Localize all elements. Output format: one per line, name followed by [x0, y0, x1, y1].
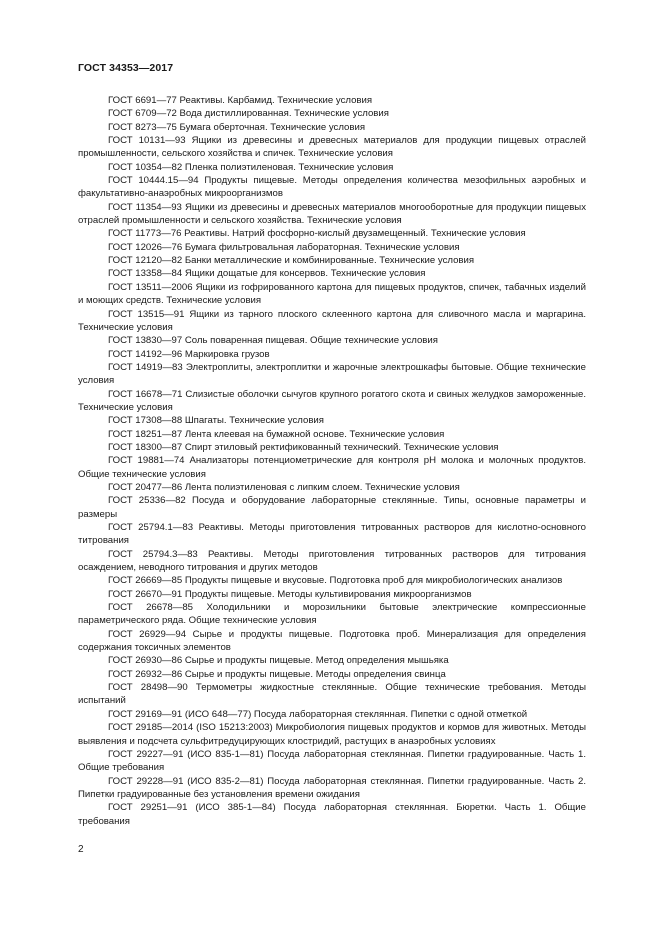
- reference-entry: ГОСТ 6691—77 Реактивы. Карбамид. Технические условия: [108, 95, 373, 106]
- reference-entry: ГОСТ 25794.1—83 Реактивы. Методы приготовления титрованных растворов для кислотно-основного титрования: [78, 522, 586, 547]
- reference-entry: ГОСТ 13511—2006 Ящики из гофрированного картона для пищевых продуктов, спичек, табачных изделий и моющих средств. Технические условия: [78, 281, 586, 307]
- reference-entry: ГОСТ 25336—82 Посуда и оборудование лабораторные стеклянные. Типы, основные параметры и размеры: [78, 495, 586, 520]
- reference-entry: ГОСТ 29228—91 (ИСО 835-2—81) Посуда лабораторная стеклянная. Пипетки градуированные. Часть 2. Пипетки градуированные без установления времени ожидания: [78, 775, 586, 800]
- reference-entry: ГОСТ 13830—97 Соль поваренная пищевая. Общие технические условия: [108, 335, 438, 347]
- normative-references-list: [78, 94, 586, 828]
- reference-entry: ГОСТ 29185—2014 (ISO 15213:2003) Микробиология пищевых продуктов и кормов для животных. Методы выявления и подсчета сульфитредуцирующих клостридий, растущих в анаэробных условиях: [78, 722, 586, 747]
- reference-entry: ГОСТ 13358—84 Ящики дощатые для консервов. Технические условия: [108, 268, 426, 280]
- reference-entry: ГОСТ 8273—75 Бумага оберточная. Технические условия: [108, 121, 366, 133]
- reference-entry: ГОСТ 18300—87 Спирт этиловый ректификованный технический. Технические условия: [108, 441, 499, 453]
- reference-entry: ГОСТ 28498—90 Термометры жидкостные стеклянные. Общие технические требования. Методы испытаний: [78, 682, 586, 707]
- reference-entry: ГОСТ 14192—96 Маркировка грузов: [108, 348, 270, 360]
- reference-entry: ГОСТ 13515—91 Ящики из тарного плоского склеенного картона для сливочного масла и маргарина. Технические условия: [78, 308, 586, 333]
- reference-entry: ГОСТ 29227—91 (ИСО 835-1—81) Посуда лабораторная стеклянная. Пипетки градуированные. Часть 1. Общие требования: [78, 748, 586, 774]
- reference-entry: ГОСТ 26670—91 Продукты пищевые. Методы культивирования микроорганизмов: [108, 588, 472, 600]
- reference-entry: ГОСТ 11354—93 Ящики из древесины и древесных материалов многооборотные для продукции пищевых отраслей промышленности и сельского хозяйства. Технические условия: [78, 201, 586, 227]
- reference-entry: ГОСТ 12026—76 Бумага фильтровальная лабораторная. Технические условия: [108, 241, 460, 253]
- reference-entry: ГОСТ 10131—93 Ящики из древесины и древесных материалов для продукции пищевых отраслей промышленности, сельского хозяйства и спичек. Технические условия: [78, 135, 586, 160]
- reference-entry: ГОСТ 17308—88 Шпагаты. Технические условия: [108, 415, 324, 427]
- reference-entry: ГОСТ 20477—86 Лента полиэтиленовая с липким слоем. Технические условия: [108, 481, 460, 493]
- reference-entry: ГОСТ 26678—85 Холодильники и морозильники бытовые электрические компрессионные параметрического ряда. Общие технические условия: [78, 602, 586, 627]
- reference-entry: ГОСТ 26930—86 Сырье и продукты пищевые. Метод определения мышьяка: [108, 655, 449, 667]
- reference-entry: ГОСТ 19881—74 Анализаторы потенциометрические для контроля pH молока и молочных продуктов. Общие технические условия: [78, 455, 586, 480]
- reference-entry: ГОСТ 25794.3—83 Реактивы. Методы приготовления титрованных растворов для титрования осаждением, неводного титрования и других методов: [78, 548, 586, 574]
- reference-entry: ГОСТ 12120—82 Банки металлические и комбинированные. Технические условия: [108, 255, 475, 267]
- reference-entry: ГОСТ 14919—83 Электроплиты, электроплитки и жарочные электрошкафы бытовые. Общие технические условия: [78, 361, 586, 387]
- reference-entry: ГОСТ 10444.15—94 Продукты пищевые. Методы определения количества мезофильных аэробных и факультативно-анаэробных микроорганизмов: [78, 175, 586, 200]
- reference-entry: ГОСТ 6709—72 Вода дистиллированная. Технические условия: [108, 108, 389, 120]
- reference-entry: ГОСТ 26669—85 Продукты пищевые и вкусовые. Подготовка проб для микробиологических анализов: [108, 575, 563, 587]
- document-header: ГОСТ 34353—2017: [78, 62, 174, 74]
- reference-entry: ГОСТ 16678—71 Слизистые оболочки сычугов крупного рогатого скота и свиных желудков замороженные. Технические условия: [78, 388, 586, 413]
- reference-entry: ГОСТ 29169—91 (ИСО 648—77) Посуда лабораторная стеклянная. Пипетки с одной отметкой: [108, 708, 528, 720]
- reference-entry: ГОСТ 18251—87 Лента клеевая на бумажной основе. Технические условия: [108, 428, 445, 440]
- page-number: 2: [78, 844, 84, 855]
- reference-entry: ГОСТ 26929—94 Сырье и продукты пищевые. Подготовка проб. Минерализация для определения содержания токсичных элементов: [78, 628, 586, 654]
- reference-entry: ГОСТ 26932—86 Сырье и продукты пищевые. Методы определения свинца: [108, 668, 446, 680]
- reference-entry: ГОСТ 11773—76 Реактивы. Натрий фосфорно-кислый двузамещенный. Технические условия: [108, 228, 526, 240]
- reference-entry: ГОСТ 29251—91 (ИСО 385-1—84) Посуда лабораторная стеклянная. Бюретки. Часть 1. Общие требования: [78, 802, 586, 827]
- reference-entry: ГОСТ 10354—82 Пленка полиэтиленовая. Технические условия: [108, 161, 394, 173]
